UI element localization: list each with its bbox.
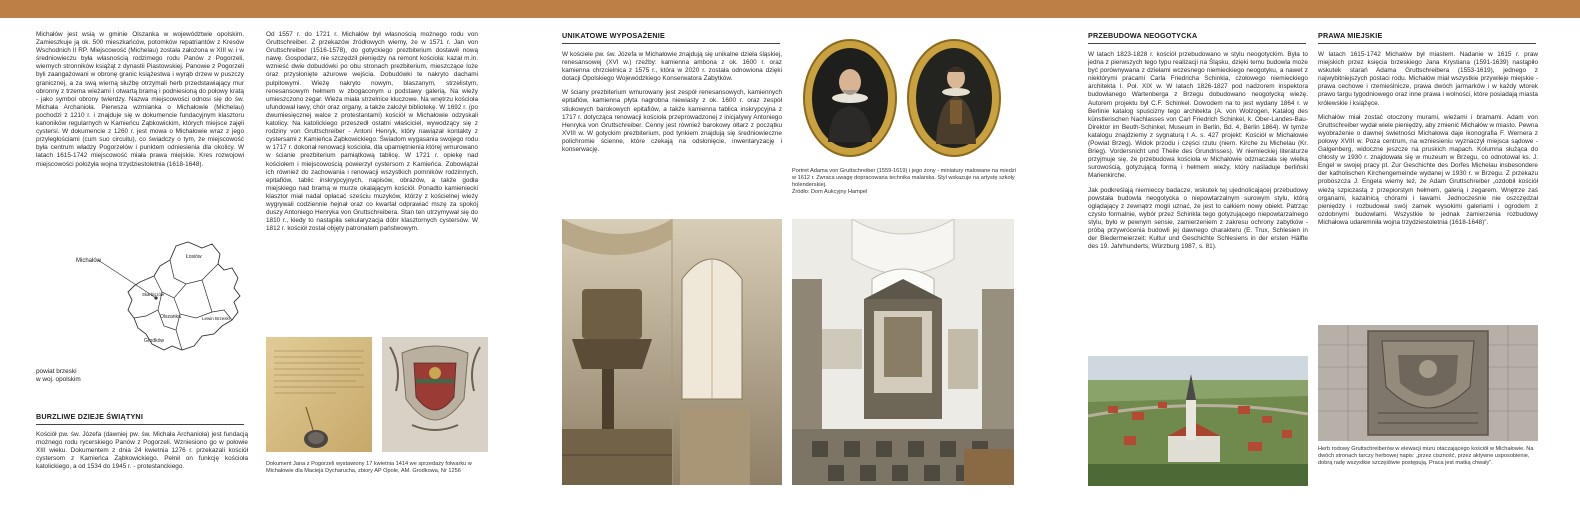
column-two-paragraph: Od 1557 r. do 1721 r. Michałów był własnością możnego rodu von Gruttschreiber. Z przekazów źródłowych wiemy, że w 1571 r. Jan von Gruttschreiber (1516-1578), do gotyckiego prezbiterium dostawił nową nawę. Gospodarz, nie szczędził pieniędzy na remont kościoła: kazał m.in. wznieść dwie dobudówki po obu stronach prezbiterium, mieszczące loże oraz przysłonięte ażurowe wejścia. Dobudówki te nakryto dachami pulpitowymi. Wieżę nakryto nowym, blaszanym, strzelistym, renesansowym hełmem w zbogaconym u podstawy galerią. Na wieży umieszczono zegar. Wieża miała strzelnice kluczowe. Na wnętrzu kościoła ufundował ławy, chór oraz organy, a także założył bibliotekę. W 1692 r. (po dwumiesięcznej walce z protestantami) kościół w Michałowie odzyskali katolicy. Na katolickiego przeszedł ostatni właściciel, wywodzący się z rodziny von Gruttschreiber - Antoni Henryk, który nawiązał kontakty z cystersami z Kamieńca Ząbkowickiego. Świadom wygasania swojego rodu w 1717 r. dokonał renowacji kościoła, dla upamiętnienia której wmurowano w ścianie prezbiterium pamiątkową tablicę. W 1721 r. opiekę nad kościołem i miejscowością powierzył cystersom z Kamieńca. Zobowiązał ich również do zachowania i renowacji wszystkich pomników rodzinnych, epitafiów, tablic inskrypcyjnych, napisów, obrazów, a także godła miejskiego nad bramą w murze okalającym kościół. Ponadto kamieniecki klasztor miał nadal opłacać sześciu muzyków, którzy z kościelnej wieży wygrywali codziennie hejnał oraz co kwartał odprawiać mszę za spokój duszy Antoniego Henryka von Gruttschreibera. Stan ten utrzymywał się do 1810 r., kiedy to nastąpiła sekularyzacja dóbr klasztornych cystersów. W 1812 r. kościół został objęty patronatem państwowym. — [266, 31, 478, 233]
map-label-olszanka: Olszanka — [160, 314, 181, 320]
rebuild-paragraph-1: W latach 1823-1828 r. kościół przebudowano w stylu neogotyckim. Była to jedna z pierwszych tego typu realizacji na Śląsku, dzięki temu budowla może być porównywana z dziełami wczesnego niemieckiego neogotyku, a nawet z niektórymi pracami Carla Friedricha Schinkla, czołowego niemieckiego architekta I. Poł. XIX w. W latach 1826-1827 pod nadzorem inspektora budowlanego Wartenberga z Brzegu dobudowano neogotycką wieżę. Autorem projektu był C.F. Schinkel. Dowodem na to jest wydany 1864 r. w Berlinie katalog spuścizny tego architekta (A. von Wolzogen, Katalog des künstlerischen Nachlasses von Carl Friedrich Schinkel, k. Ober-Landes-Bau-Direktor im Beuth-Schinkel, Museum in Berlin, Bd. 4, Berlin 1864). W tymże katalogu znajdziemy z sygnaturą I A. s. 427 projekt: Kościół w Michałowie (Powiat Brzeg). Widok przodu i części rzutu (niem. Kirche zu Michelau (Kr. Brieg). Vordersnicht und Theile des Grundrisses). W niemieckiej literaturze przyjmuje się, że przebudowa kościoła w Michałowie odznaczała się wielką surowością, gotyzującą formą i hełmem wieży, który naśladuje berliński Marienkirche. — [1088, 51, 1308, 180]
coat-of-arms-photo — [382, 337, 488, 452]
furnishings-paragraph-1: W kościele pw. św. Józefa w Michałowie znajdują się unikalne dzieła śląskiej, renesansowej (XVI w.) rzeźby: kamienna ambona z ok. 1600 r. oraz kamienna chrzcielnica z 1575 r., która w 2020 r. została odnowiona dzięki dotacji Opolskiego Wojewódzkiego Konserwatora Zabytków. — [562, 51, 782, 83]
furnishings-heading: UNIKATOWE WYPOSAŻENIE — [562, 31, 780, 44]
portrait-caption-source: Źródło: Dom Aukcyjny Hampel — [792, 189, 868, 196]
map-label-skarbiszow: Skarbiszów — [142, 292, 164, 297]
document-photo — [266, 337, 372, 452]
intro-column — [36, 31, 244, 263]
furnishings-column — [562, 51, 782, 213]
altar-interior-photo — [792, 219, 1014, 485]
top-accent-bar — [0, 0, 1580, 18]
history-heading: BURZLIWE DZIEJE ŚWIĄTYNI — [36, 412, 244, 425]
portrait-caption — [792, 168, 1016, 212]
aerial-village-photo — [1088, 356, 1308, 486]
portrait-wife-photo — [902, 36, 1006, 160]
rebuild-heading: PRZEBUDOWA NEOGOTYCKA — [1088, 31, 1306, 44]
map-caption-line1: powiat brzeski — [36, 368, 77, 375]
rebuild-paragraph-2: Jak podkreślają niemieccy badacze, wskutek tej ujednolicającej przebudowy powstała budowla neogotycka o niepowtarzalnym surowym stylu, którą oglądający z zewnątrz mogli uznać, że jest to całkiem nowy obiekt. Patrząc czysto formalnie, wybór przez Schinkla tego gotyzującego niepowtarzalnego stylu, było w pewnym sensie, zamierzeniem z zakresu ochrony zabytków - próbą przywrócenia budowli jej dawnego charakteru (E. Trux, Schlesien in der Biedermeierzeit: Kultur und Geschichte Schlesiens in der ersten Hälfte des 19. Jahrhunderts, Würzburg 1987, s. 81). — [1088, 186, 1308, 251]
rights-paragraph-2: Michałów miał zostać otoczony murami, wieżami i bramami. Adam von Gruttschreiber wydał wiele pieniędzy, aby zmienić Michałów w miasto. Pewna wyobrażenie o dawnej świetności Michałowa daje ikonografia F. Wernera z połowy XVIII w. Poza centrum, na wzniesieniu wyznaczył miejsca sądowe - Galgenberg, widoczne jeszcze na pruskich mapach. Kolumna służąca do chłosty w 1930 r. znajdowała się w muzeum w Brzegu, co odnotował ks. J. Engel w swojej pracy pt. Zur Geschichte des Dorfes Michelau insbesondere der katholischen Kirchengemeinde wydanej w 1930 r. w Brzegu. Z przekazu proboszcza J. Engela wiemy też, że Adam Gruttschreiber „ozdobił kościół wieżą szpiczastą z przepiorstym hełmem, galerią i zegarem. Wnętrze zaś organami, kazalnicą chórami i ławami. Jednocześnie nie oszczędzał pieniędzy i rozbudował swój zamek wysokimi galeriami i ogrodem z ozdobnymi budowlami. Wszystkie te jednak zamierzenia rozbudowy Michałowa udaremniła wojna trzydziestoletnia (1618-1648)”. — [1318, 113, 1538, 226]
portrait-caption-text: Portret Adama von Gruttschreiber (1559-1619) i jego żony - miniatury malowane na miedzi w 1612 r. Zwraca uwagę dopracowana technika malarska. Styl wskazuje na artystę szkoły holenderskiej. — [792, 168, 1016, 189]
map-label-michalow: Michałów — [76, 258, 102, 264]
history-column — [36, 431, 248, 487]
map-label-lewin-brzeski: Lewin Brzeski — [202, 316, 230, 321]
portrait-adam-photo — [800, 36, 900, 160]
furnishings-paragraph-2: W ściany prezbiterium wmurowany jest zespół renesansowych, kamiennych epitafiów, kamienna płyta nagrobna niewiasty z ok. 1600 r. oraz zespół stiukowych barokowych epitafiów, a także kamienna tablica inskrypcyjna z 1717 r. dotycząca renowacji kościoła przeprowadzonej z inicjatywy Antoniego Henryka von Gruttschreiber. Cenny jest również barokowy ołtarz z początku XVIII w. W gotyckim prezbiterium, pod tynkiem znajdują się średniowieczne polichromie ścienne, które czekają na odsłonięcie, inwentaryzację i konserwację. — [562, 89, 782, 154]
crest-caption: Herb rodowy Gruttschreiberów w elewacji muru otaczającego kościół w Michałowie. Na dwóch stronach tarczy herbowej napis: „przez ciszność, przez aktywne usposobienie, dobrą radę wszystkie szczęśliwie postępują. Praca jest matką chwały”. — [1318, 446, 1534, 467]
pulpit-interior-photo — [562, 219, 782, 485]
map-label-grodkow: Grodków — [144, 338, 165, 344]
map-label-losiow: Łosiów — [186, 254, 202, 260]
intro-paragraph: Michałów jest wsią w gminie Olszanka w województwie opolskim. Zamieszkuje ją ok. 500 mieszkańców, potomków repatriantów z Kresów Wschodnich II RP. Miejscowość (Michelau) została założona w XIII w. i w średniowieczu była własnością rodzimego rodu Panów z Pogorzeli, wiernych stronników książąt z dynastii Piastowskiej. Panowie z Pogorzeli byli zaangażowani w obronę granic książestwa i wyrąb drzew w puszczy granicznej, a za swą wierną służbę otrzymali herb przedstawiający mur obronny z trzema wieżami i otwartą bramą i podniesioną do połowy kratą - jako symbol obrony twierdzy. Nazwa miejscowości odnosi się do św. Michała Archanioła. Pierwsza wzmianka o Michałowie (Michelau) pochodzi z 1210 r. i znajduje się w dokumencie fundacyjnym klasztoru kanoników regularnych w Kamieńcu Ząbkowickim, których miejsce zajęli cystersi. W dokumencie z 1260 r. jest mowa o Michałowie wraz z jego przyległościami (cum suo circuitu), co świadczy o tym, że miejscowość była centrum władzy Pogorzelów i punktem odniesienia dla okolicy. W latach 1615-1742 miejscowość miała prawa miejskie. Kres rozwojowi miejscowości położyła wojna trzydziestoletnia (1618-1648). — [36, 31, 244, 168]
family-crest-photo — [1318, 325, 1538, 441]
column-two — [266, 31, 478, 329]
map-caption — [36, 368, 81, 384]
district-map — [36, 238, 244, 394]
rights-paragraph-1: W latach 1615-1742 Michałów był miastem. Nadanie w 1615 r. praw miejskich przez księcia brzeskiego Jana Krystiana (1591-1639) nastąpiło wskutek starań Adama Gruttschreibera (1553-1619), jednego z najwybitniejszych postaci rodu. Michałów miał wszystkie przywileje miejskie - prawa cechowe i rzemieślnicze, prawa dwóch jarmarków i w każdy wtorek prawo targu tygodniowego oraz inne prawa i wolności, które posiadają miasta królewskie i książęce. — [1318, 51, 1538, 107]
map-caption-line2: w woj. opolskim — [36, 376, 81, 383]
document-caption: Dokument Jana z Pogorzeli wystawiony 17 kwietnia 1414 we sprzedaży folwarku w Michałowie dla Macieja Dycharucha, zbiory AP Opole, AM. Grodkowa, Nr 1256 — [266, 461, 472, 475]
rights-column — [1318, 51, 1538, 317]
rights-heading: PRAWA MIEJSKIE — [1318, 31, 1536, 44]
history-paragraph: Kościół pw. św. Józefa (dawniej pw. św. Michała Archanioła) jest fundacją możnego rodu rycerskiego Panów z Pogorzeli. Wzniesiono go w połowie XIII wieku. Dokumentem z dnia 24 kwietnia 1276 r. przekazali kościół cystersom z Kamieńca Ząbkowickiego. Pełnił on funkcję kościoła katolickiego, a od 1534 do 1945 r. - protestanckiego. — [36, 431, 248, 471]
rebuild-column — [1088, 51, 1308, 349]
